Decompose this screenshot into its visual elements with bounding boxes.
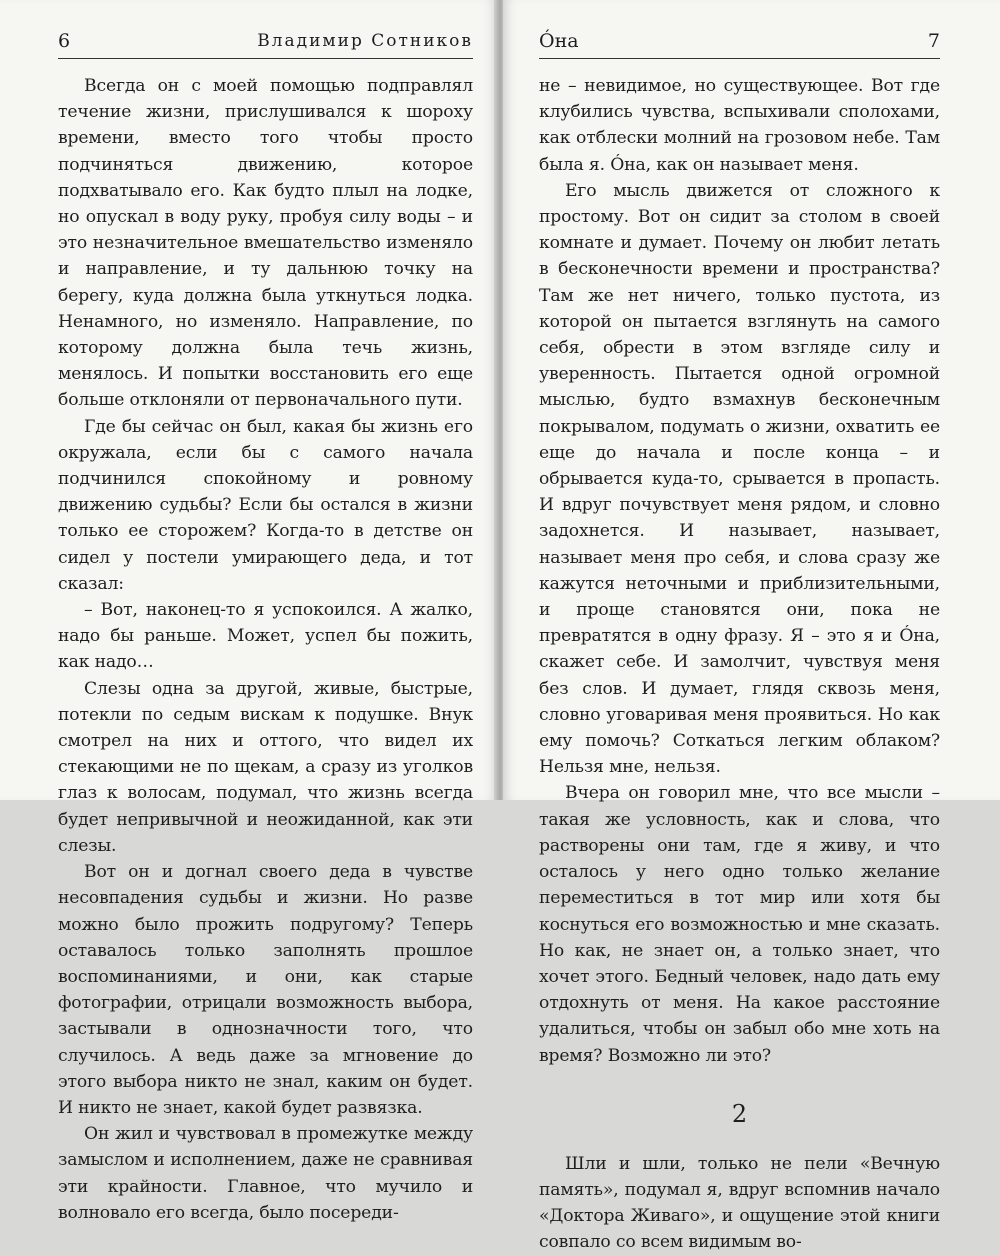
left-running-head	[58, 30, 473, 59]
paragraph: Всегда он с моей помощью подправлял течение жизни, прислушивался к шороху времени, вместо того чтобы просто подчиняться движению, которое подхватывало его. Как будто плыл на лодке, но опускал в воду руку, пробуя силу воды – и это незначительное вмешательство изменяло и направление, и ту дальнюю точку на берегу, куда должна была уткнуться лодка. Ненамного, но изменяло. Направление, по которому должна была течь жизнь, менялось. И попытки восстановить его еще больше отклоняли от первоначального пути.	[58, 76, 473, 411]
paragraph: Шли и шли, только не пели «Вечную память», подумал я, вдруг вспомнив начало «Доктора Живаго», и ощущение этой книги совпало со всем видимым во-	[539, 1153, 940, 1253]
paragraph: – Вот, наконец-то я успокоился. А жалко, надо бы раньше. Может, успел бы пожить, как надо…	[58, 600, 473, 673]
author-name: Владимир Сотников	[257, 31, 473, 51]
paragraph: Вчера он говорил мне, что все мысли – такая же условность, как и слова, что растворены они там, где я живу, и что осталось у него одно только желание переместиться в тот мир или хотя бы коснуться его возможностью и мне сказать. Но как, не знает он, а только знает, что хочет этого. Бедный человек, надо дать ему отдохнуть от меня. На какое расстояние удалиться, чтобы он забыл обо мне хоть на время? Возможно ли это?	[539, 783, 940, 1066]
continued-paragraph: не – невидимое, но существующее. Вот где клубились чувства, вспыхивали сполохами, как отблески молний на грозовом небе. Там была я. Óна, как он называет меня.	[539, 76, 940, 175]
paragraph: Его мысль движется от сложного к простому. Вот он сидит за столом в своей комнате и думает. Почему он любит летать в бесконечности времени и пространства? Там же нет ничего, только пустота, из которой он пытается взглянуть на самого себя, обрести в этом взгляде силу и уверенность. Пытается одной огромной мыслью, будто взмахнув бесконечным покрывалом, подумать о жизни, охватить ее еще до начала и после конца – и обрывается куда-то, срывается в пропасть. И вдруг почувствует меня рядом, и словно задохнется. И называет, называет, называет меня про себя, и слова сразу же кажутся неточными и приблизительными, и проще становятся они, пока не превратятся в одну фразу. Я – это я и Óна, скажет себе. И замолчит, чувствуя меня без слов. И думает, глядя сквозь меня, словно уговаривая меня проявиться. Но как ему помочь? Соткаться легким облаком? Нельзя мне, нельзя.	[539, 180, 940, 778]
chapter-title: Óна	[539, 30, 579, 52]
paragraph: Слезы одна за другой, живые, быстрые, потекли по седым вискам к подушке. Внук смотрел на них и оттого, что видел их стекающими не по щекам, а сразу из уголков глаз к волосам, подумал, что жизнь всегда будет непривычной и неожиданной, как эти слезы.	[58, 678, 473, 856]
left-page	[0, 0, 497, 1223]
left-page-number: 6	[58, 30, 71, 52]
right-page-number: 7	[927, 30, 940, 52]
section-number: 2	[731, 1099, 748, 1128]
paragraph: Он жил и чувствовал в промежутке между замыслом и исполнением, даже не сравнивая эти крайности. Главное, что мучило и волновало его всегда, было посереди-	[58, 1124, 473, 1223]
right-page	[503, 0, 1000, 1253]
left-body-text	[58, 73, 473, 1226]
right-running-head	[539, 30, 940, 59]
paragraph: Где бы сейчас он был, какая бы жизнь его окружала, если бы с самого начала подчинился спокойному и ровному движению судьбы? Если бы остался в жизни только ее сторожем? Когда-то в детстве он сидел у постели умирающего деда, и тот сказал:	[58, 416, 473, 594]
paragraph: Вот он и догнал своего деда в чувстве несовпадения судьбы и жизни. Но разве можно было прожить подругому? Теперь оставалось только заполнять прошлое воспоминаниями, и они, как старые фотографии, отрицали возможность выбора, застывали в однозначности того, что случилось. А ведь даже за мгновение до этого выбора никто не знал, каким он будет. И никто не знает, какой будет развязка.	[58, 862, 473, 1118]
right-body-text	[539, 73, 940, 1256]
